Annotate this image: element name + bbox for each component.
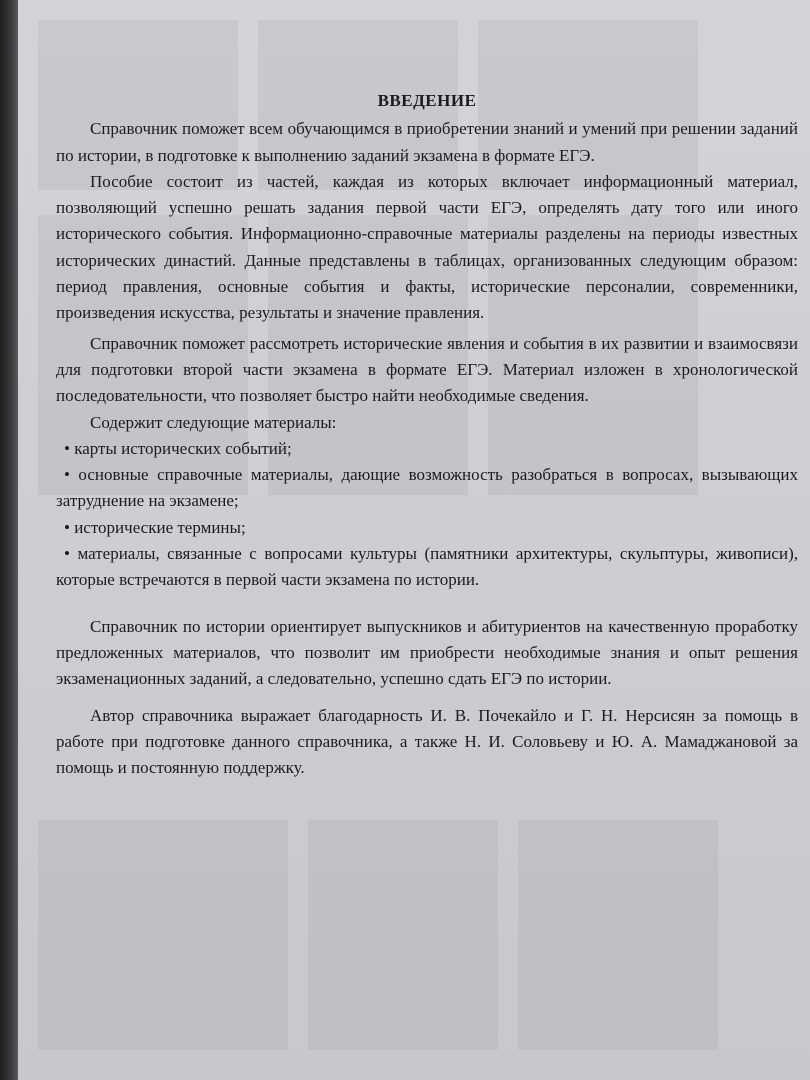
paragraph: Справочник поможет рассмотреть исторические явления и события в их развитии и взаимосвязи для подготовки второй части экзамена в формате ЕГЭ. Материал изложен в хронологической последовательности, что позволяет быстро найти необходимые сведения. — [56, 333, 798, 406]
show-through-block — [38, 820, 288, 1050]
book-spine-shadow — [0, 0, 18, 1080]
paragraph: Пособие состоит из частей, каждая из которых включает информационный материал, позволяющий успешно решать задания первой части ЕГЭ, определять дату того или иного исторического события. Информационно-справочные материалы разделены на периоды известных исторических династий. Данные представлены в таблицах, организованных следующим образом: период правления, основные события и факты, исторические персоналии, современники, произведения искусства, результаты и значение правления. — [56, 171, 798, 323]
show-through-block — [518, 820, 718, 1050]
paragraph: Справочник поможет всем обучающимся в приобретении знаний и умений при решении заданий по истории, в подготовке к выполнению заданий экзамена в формате ЕГЭ. — [56, 119, 798, 165]
page-title: ВВЕДЕНИЕ — [377, 91, 477, 110]
list-item: • материалы, связанные с вопросами культуры (памятники архитектуры, скульптуры, живописи), которые встречаются в первой части экзамена по истории. — [56, 544, 798, 590]
list-item: • исторические термины; — [64, 517, 246, 537]
book-page — [18, 0, 810, 1080]
acknowledgement-paragraph: Автор справочника выражает благодарность И. В. Почекайло и Г. Н. Нерсисян за помощь в работе при подготовке данного справочника, а также Н. И. Соловьеву и Ю. А. Мамаджановой за помощь и постоянную поддержку. — [56, 705, 798, 778]
paragraph: Справочник по истории ориентирует выпускников и абитуриентов на качественную проработку предложенных материалов, что позволит им приобрести необходимые знания и опыт решения экзаменационных заданий, а следовательно, успешно сдать ЕГЭ по истории. — [56, 616, 798, 689]
page-text — [56, 88, 798, 781]
list-item: • карты исторических событий; — [64, 438, 292, 458]
show-through-block — [308, 820, 498, 1050]
paragraph: Содержит следующие материалы: — [90, 412, 337, 432]
list-item: • основные справочные материалы, дающие возможность разобраться в вопросах, вызывающих затруднение на экзамене; — [56, 465, 798, 511]
